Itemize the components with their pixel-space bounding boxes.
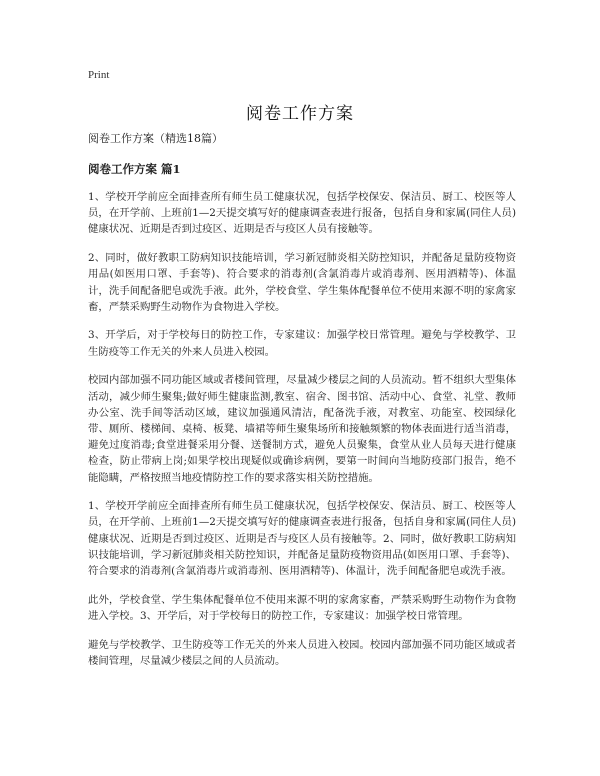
document-subtitle: 阅卷工作方案（精选18篇） (88, 132, 223, 145)
paragraph: 2、同时，做好教职工防病知识技能培训，学习新冠肺炎相关防控知识，并配备足量防疫物资用品(如医用口罩、手套等)、符合要求的消毒剂(含氯消毒片或消毒剂、医用酒精等)、体温计，洗手间配备肥皂或洗手液。此外，学校食堂、学生集体配餐单位不使用来源不明的家禽家畜，严禁采购野生动物作为食物进入学校。 (88, 252, 516, 313)
paragraph: 校园内部加强不同功能区域或者楼间管理，尽量减少楼层之间的人员流动。暂不组织大型集体活动，减少师生聚集;做好师生健康监测,教室、宿舍、图书馆、活动中心、食堂、礼堂、教师办公室、洗手间等活动区域，建议加强通风清洁，配备洗手液，对教室、功能室、校园绿化带、厕所、楼梯间、桌椅、板凳、墙裙等师生聚集场所和接触频繁的物体表面进行适当消毒，避免过度消毒;食堂进餐采用分餐、送餐制方式，避免人员聚集，食堂从业人员每天进行健康检查，防止带病上岗;如果学校出现疑似或确诊病例，要第一时间向当地防疫部门报告，绝不能隐瞒，严格按照当地疫情防控工作的要求落实相关防控措施。 (88, 374, 516, 484)
document-title: 阅卷工作方案 (246, 104, 354, 124)
section-heading: 阅卷工作方案 篇1 (88, 162, 181, 176)
document-body (88, 131, 516, 682)
print-link[interactable]: Print (88, 69, 110, 81)
paragraph: 避免与学校教学、卫生防疫等工作无关的外来人员进入校园。校园内部加强不同功能区域或者楼间管理，尽量减少楼层之间的人员流动。 (88, 638, 516, 667)
paragraph: 1、学校开学前应全面排查所有师生员工健康状况，包括学校保安、保洁员、厨工、校医等人员，在开学前、上班前1—2天提交填写好的健康调查表进行报备，包括自身和家属(同住人员)健康状况、近期是否到过疫区、近期是否与疫区人员有接触等。2、同时，做好教职工防病知识技能培训，学习新冠肺炎相关防控知识，并配备足量防疫物资用品(如医用口罩、手套等)、符合要求的消毒剂(含氯消毒片或消毒剂、医用酒精等)、体温计，洗手间配备肥皂或洗手液。 (88, 500, 516, 578)
paragraph: 3、开学后，对于学校每日的防控工作，专家建议：加强学校日常管理。避免与学校教学、卫生防疫等工作无关的外来人员进入校园。 (88, 329, 516, 358)
paragraph: 此外，学校食堂、学生集体配餐单位不使用来源不明的家禽家畜，严禁采购野生动物作为食物进入学校。3、开学后，对于学校每日的防控工作，专家建议：加强学校日常管理。 (88, 593, 516, 622)
paragraph: 1、学校开学前应全面排查所有师生员工健康状况，包括学校保安、保洁员、厨工、校医等人员，在开学前、上班前1—2天提交填写好的健康调查表进行报备，包括自身和家属(同住人员)健康状况、近期是否到过疫区、近期是否与疫区人员有接触等。 (88, 191, 516, 236)
